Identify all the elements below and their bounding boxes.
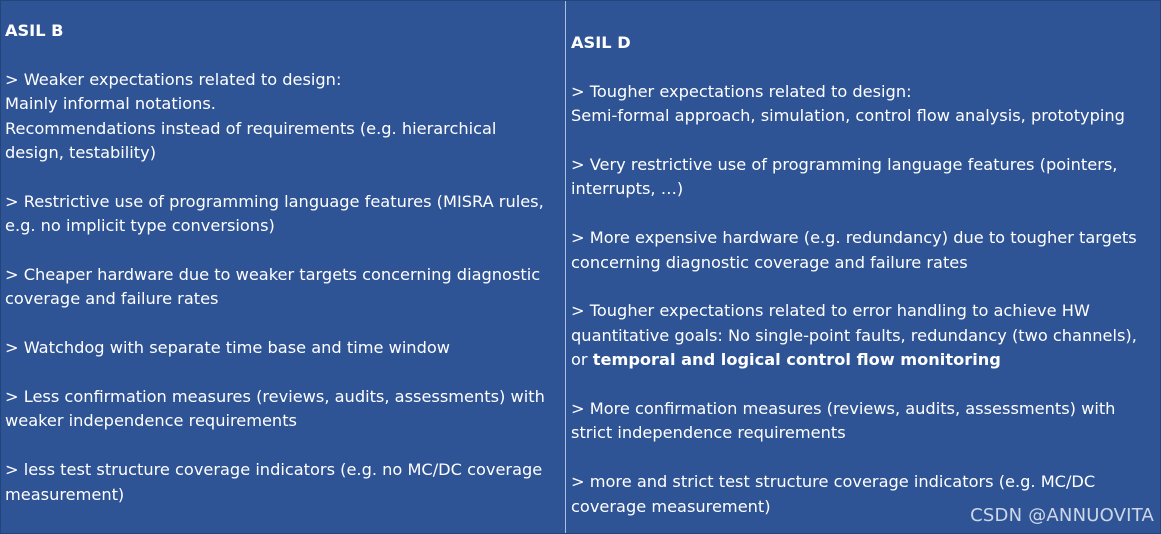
asil-d-hardware: > More expensive hardware (e.g. redundancy) due to tougher targets concerning diagnostic coverage and failure rates xyxy=(571,228,1137,272)
asil-d-error-handling xyxy=(571,299,1152,372)
asil-b-hardware: > Cheaper hardware due to weaker targets concerning diagnostic coverage and failure rates xyxy=(5,265,541,309)
asil-d-error-handling-bold: temporal and logical control flow monitoring xyxy=(592,350,1001,370)
asil-b-design-line-2: Mainly informal notations. xyxy=(5,94,216,114)
asil-b-language-features: > Restrictive use of programming language features (MISRA rules, e.g. no implicit type conversions) xyxy=(5,191,544,236)
asil-d-error-handling-text: > Tougher expectations related to error handling to achieve HW quantitative goals: No single-point faults, redundancy (two channels), or xyxy=(571,301,1137,370)
asil-d-language-features: > Very restrictive use of programming language features (pointers, interrupts, …) xyxy=(571,155,1118,199)
asil-d-column xyxy=(566,1,1160,533)
asil-d-design-line-1: > Tougher expectations related to design: xyxy=(571,81,912,101)
asil-b-test-coverage: > less test structure coverage indicators (e.g. no MC/DC coverage measurement) xyxy=(5,460,543,504)
asil-b-column xyxy=(1,1,566,533)
asil-d-test-coverage: > more and strict test structure coverage indicators (e.g. MC/DC coverage measurement) xyxy=(571,472,1096,516)
asil-b-design-expectations xyxy=(5,68,557,166)
watermark: CSDN @ANNUOVITA xyxy=(970,505,1154,526)
asil-b-confirmation-measures: > Less confirmation measures (reviews, audits, assessments) with weaker independence requirements xyxy=(5,387,545,431)
asil-d-heading: ASIL D xyxy=(571,33,631,52)
asil-d-design-expectations xyxy=(571,80,1152,129)
asil-b-design-line-3: Recommendations instead of requirements (e.g. hierarchical design, testability) xyxy=(5,118,497,163)
asil-b-watchdog: > Watchdog with separate time base and time window xyxy=(5,338,450,358)
asil-d-confirmation-measures: > More confirmation measures (reviews, audits, assessments) with strict independence requirements xyxy=(571,399,1116,443)
asil-b-design-line-1: > Weaker expectations related to design: xyxy=(5,69,342,89)
asil-d-design-line-2: Semi-formal approach, simulation, control flow analysis, prototyping xyxy=(571,106,1125,126)
asil-b-heading: ASIL B xyxy=(5,21,64,40)
